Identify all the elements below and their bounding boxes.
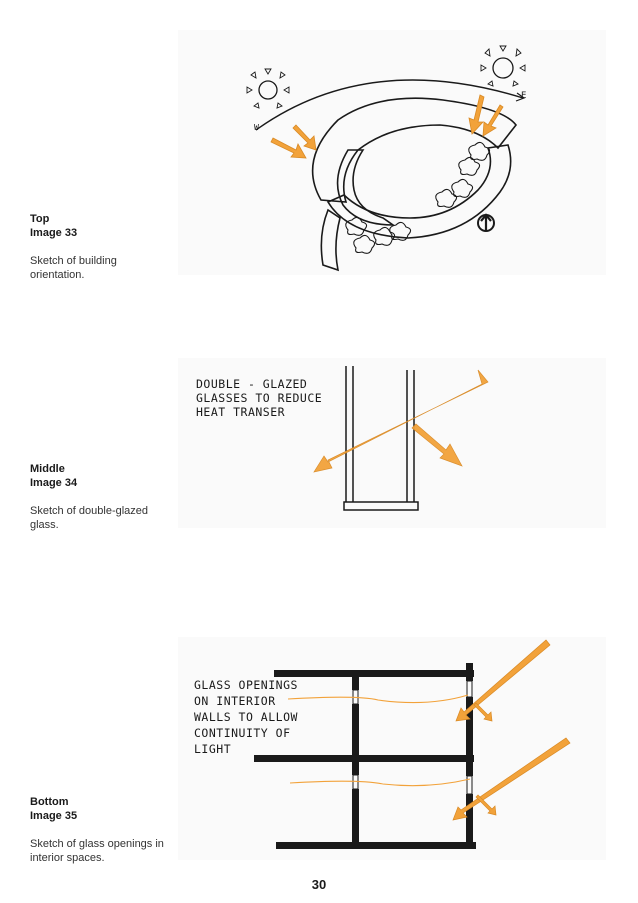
caption-position: Middle — [30, 463, 65, 475]
note-line-4: CONTINUITY OF — [194, 726, 291, 740]
interior-openings-drawing — [178, 637, 606, 860]
sketch-interior-glass-openings — [178, 637, 606, 860]
caption-position: Bottom — [30, 796, 69, 808]
west-label: W — [254, 123, 260, 132]
caption-image-number: Image 35 — [30, 810, 78, 822]
sketch-building-orientation — [178, 30, 606, 275]
note-line-1: DOUBLE - GLAZED — [196, 377, 308, 391]
note-line-3: WALLS TO ALLOW — [194, 710, 298, 724]
caption-position: Top — [30, 213, 50, 225]
north-arrow-icon — [478, 215, 494, 231]
orientation-drawing — [178, 30, 606, 275]
note-line-2: ON INTERIOR — [194, 694, 276, 708]
caption-image-35 — [30, 795, 170, 865]
sun-west-icon — [247, 69, 289, 108]
east-label: E — [521, 91, 527, 101]
caption-image-number: Image 34 — [30, 477, 78, 489]
caption-description: Sketch of building orientation. — [30, 255, 117, 281]
caption-description: Sketch of double-glazed glass. — [30, 505, 149, 531]
caption-image-33 — [30, 212, 170, 282]
glass-pane-frame — [344, 366, 418, 510]
light-paths — [288, 695, 470, 786]
note-line-5: LIGHT — [194, 742, 232, 756]
note-line-2: GLASSES TO REDUCE — [196, 391, 323, 405]
caption-image-number: Image 33 — [30, 227, 78, 239]
double-glazed-drawing — [178, 358, 606, 528]
sketch-double-glazed-glass — [178, 358, 606, 528]
sunlight-arrows — [314, 370, 488, 472]
note-line-1: GLASS OPENINGS — [194, 678, 298, 692]
sun-east-icon — [481, 46, 525, 86]
glass-openings — [353, 681, 472, 794]
note-line-3: HEAT TRANSER — [196, 405, 286, 419]
caption-description: Sketch of glass openings in interior spaces. — [30, 838, 164, 864]
caption-image-34 — [30, 462, 170, 532]
page-number: 30 — [311, 877, 327, 892]
